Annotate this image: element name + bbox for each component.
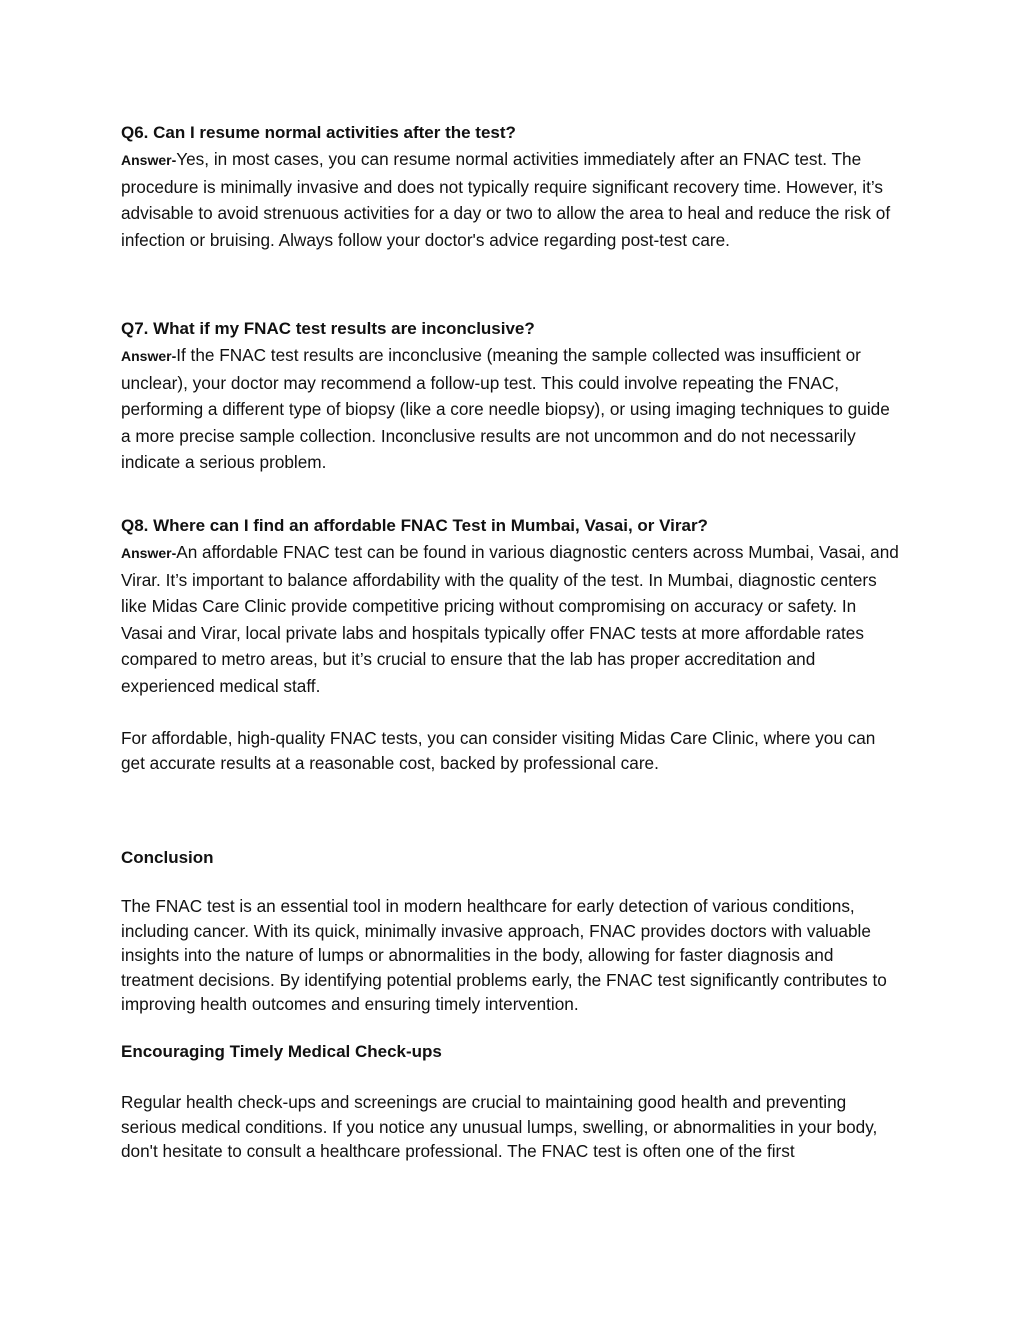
- faq-question: Q8. Where can I find an affordable FNAC Test in Mumbai, Vasai, or Virar?: [121, 516, 708, 535]
- q8-followup-paragraph: For affordable, high-quality FNAC tests, you can consider visiting Midas Care Clinic, where you can get accurate results at a reasonable cost, backed by professional care.: [121, 728, 876, 773]
- checkups-paragraph: Regular health check-ups and screenings are crucial to maintaining good health and preventing serious medical conditions. If you notice any unusual lumps, swelling, or abnormalities in your body, don't hesitate to consult a healthcare professional. The FNAC test is often one of the first: [121, 1092, 878, 1162]
- faq-answer: [121, 539, 901, 700]
- faq-answer: [121, 146, 901, 253]
- answer-text: If the FNAC test results are inconclusive (meaning the sample collected was insufficient or unclear), your doctor may recommend a follow-up test. This could involve repeating the FNAC, performing a different type of biopsy (like a core needle biopsy), or using imaging techniques to guide a more precise sample collection. Inconclusive results are not uncommon and do not necessarily indicate a serious problem.: [121, 345, 890, 473]
- checkups-heading: Encouraging Timely Medical Check-ups: [121, 1042, 442, 1061]
- answer-text: Yes, in most cases, you can resume normal activities immediately after an FNAC test. The procedure is minimally invasive and does not typically require significant recovery time. However, it’s advisable to avoid strenuous activities for a day or two to allow the area to heal and reduce the risk of infection or bruising. Always follow your doctor's advice regarding post-test care.: [121, 149, 891, 250]
- faq-question: Q6. Can I resume normal activities after the test?: [121, 123, 516, 142]
- faq-question: Q7. What if my FNAC test results are inconclusive?: [121, 319, 535, 338]
- answer-label: Answer-: [121, 545, 177, 561]
- faq-q8: [121, 513, 901, 700]
- answer-label: Answer-: [121, 152, 177, 168]
- faq-q7: [121, 316, 901, 476]
- conclusion-heading: Conclusion: [121, 848, 214, 867]
- answer-label: Answer-: [121, 348, 177, 364]
- answer-text: An affordable FNAC test can be found in various diagnostic centers across Mumbai, Vasai, and Virar. It’s important to balance affordability with the quality of the test. In Mumbai, diagnostic centers like Midas Care Clinic provide competitive pricing without compromising on accuracy or safety. In Vasai and Virar, local private labs and hospitals typically offer FNAC tests at more affordable rates compared to metro areas, but it’s crucial to ensure that the lab has proper accreditation and experienced medical staff.: [121, 542, 899, 696]
- faq-q6: [121, 120, 901, 253]
- conclusion-paragraph: The FNAC test is an essential tool in modern healthcare for early detection of various conditions, including cancer. With its quick, minimally invasive approach, FNAC provides doctors with valuable insights into the nature of lumps or abnormalities in the body, allowing for faster diagnosis and treatment decisions. By identifying potential problems early, the FNAC test significantly contributes to improving health outcomes and ensuring timely intervention.: [121, 896, 887, 1015]
- faq-answer: [121, 342, 901, 476]
